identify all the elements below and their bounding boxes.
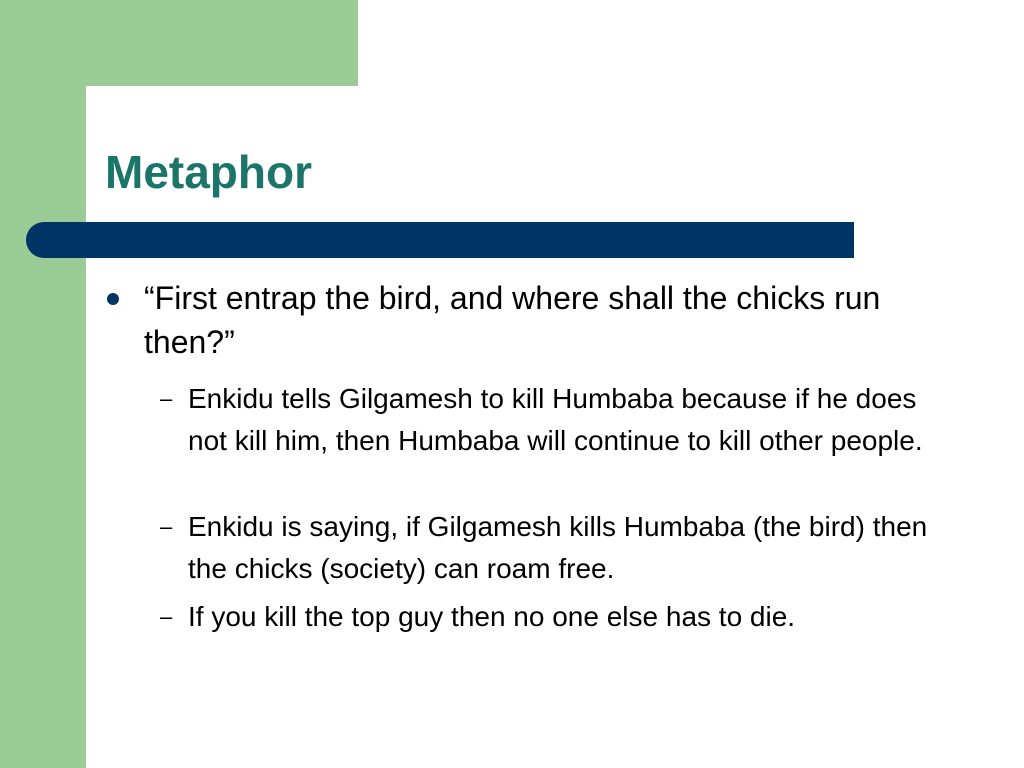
bullet-text: “First entrap the bird, and where shall the chicks run then?” xyxy=(144,280,881,360)
sub-bullet-text: Enkidu tells Gilgamesh to kill Humbaba because if he does not kill him, then Humbaba will continue to kill other people. xyxy=(188,383,923,456)
decorative-green-strip-left xyxy=(0,0,86,768)
bullet-dot-icon xyxy=(107,293,119,305)
dash-marker-icon: – xyxy=(160,514,173,539)
dash-marker-icon: – xyxy=(160,604,173,629)
sub-bullet-item xyxy=(160,378,960,462)
title-underline-bar xyxy=(26,222,854,258)
dash-marker-icon: – xyxy=(160,386,173,411)
slide-title: Metaphor xyxy=(105,146,312,198)
sub-bullet-item xyxy=(160,596,960,638)
sub-bullet-item xyxy=(160,506,960,590)
sub-bullet-text: Enkidu is saying, if Gilgamesh kills Humbaba (the bird) then the chicks (society) can roam free. xyxy=(188,511,928,584)
decorative-green-strip-top xyxy=(0,0,358,86)
bullet-item xyxy=(107,276,897,364)
sub-bullet-text: If you kill the top guy then no one else has to die. xyxy=(188,601,796,632)
